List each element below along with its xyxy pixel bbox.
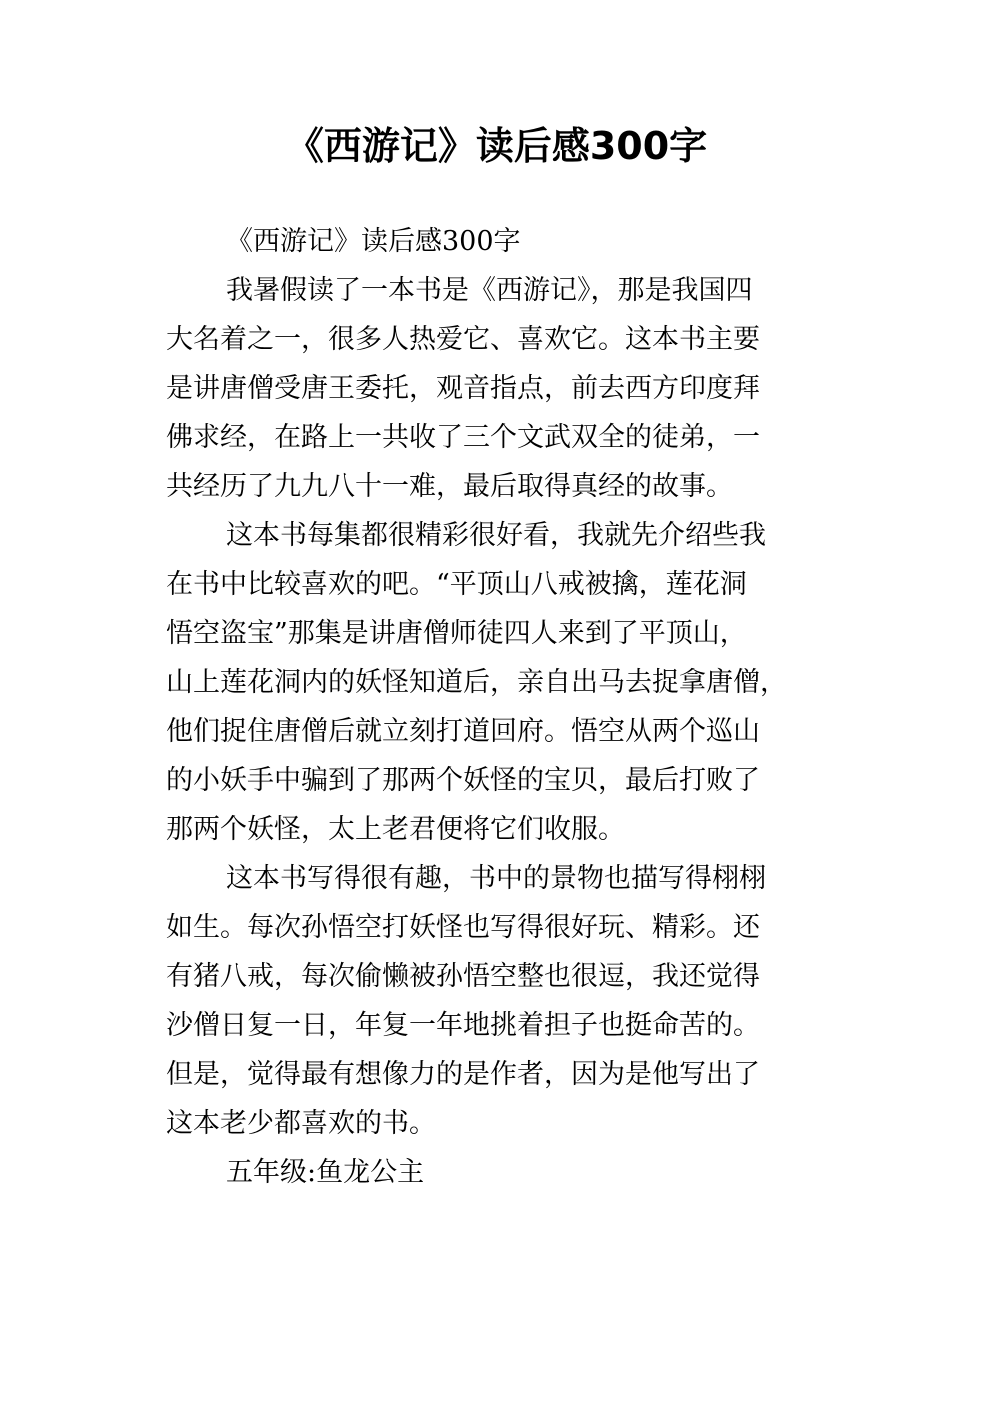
text-line: 在书中比较喜欢的吧。“平顶山八戒被擒，莲花洞 xyxy=(166,569,747,600)
text-line: 共经历了九九八十一难，最后取得真经的故事。 xyxy=(166,471,733,502)
text-line: 那两个妖怪，太上老君便将它们收服。 xyxy=(166,814,625,845)
text-line: 悟空盗宝”那集是讲唐僧师徒四人来到了平顶山， xyxy=(166,618,747,649)
document-body xyxy=(166,217,836,1197)
text-line: 但是，觉得最有想像力的是作者，因为是他写出了 xyxy=(166,1059,760,1090)
text-line: 我暑假读了一本书是《西游记》，那是我国四 xyxy=(226,275,753,306)
text-line: 如生。每次孙悟空打妖怪也写得很好玩、精彩。还 xyxy=(166,912,760,943)
paragraph-3 xyxy=(166,854,836,1148)
paragraph-signature xyxy=(166,1148,836,1197)
text-line: 这本书每集都很精彩很好看，我就先介绍些我 xyxy=(226,520,766,551)
paragraph-subtitle xyxy=(166,217,836,266)
text-line: 的小妖手中骗到了那两个妖怪的宝贝，最后打败了 xyxy=(166,765,760,796)
paragraph-2 xyxy=(166,511,836,854)
text-line: 五年级:鱼龙公主 xyxy=(226,1157,425,1188)
text-line: 佛求经，在路上一共收了三个文武双全的徒弟，一 xyxy=(166,422,760,453)
paragraph-1 xyxy=(166,266,836,511)
text-line: 是讲唐僧受唐王委托，观音指点，前去西方印度拜 xyxy=(166,373,760,404)
text-line: 这本书写得很有趣，书中的景物也描写得栩栩 xyxy=(226,863,766,894)
text-line: 《西游记》读后感300字 xyxy=(226,226,521,257)
text-line: 沙僧日复一日，年复一年地挑着担子也挺命苦的。 xyxy=(166,1010,760,1041)
document-title: 《西游记》读后感300字 xyxy=(285,124,708,168)
text-line: 有猪八戒，每次偷懒被孙悟空整也很逗，我还觉得 xyxy=(166,961,760,992)
text-line: 这本老少都喜欢的书。 xyxy=(166,1108,436,1139)
text-line: 山上莲花洞内的妖怪知道后，亲自出马去捉拿唐僧， xyxy=(166,667,787,698)
text-line: 大名着之一，很多人热爱它、喜欢它。这本书主要 xyxy=(166,324,760,355)
text-line: 他们捉住唐僧后就立刻打道回府。悟空从两个巡山 xyxy=(166,716,760,747)
